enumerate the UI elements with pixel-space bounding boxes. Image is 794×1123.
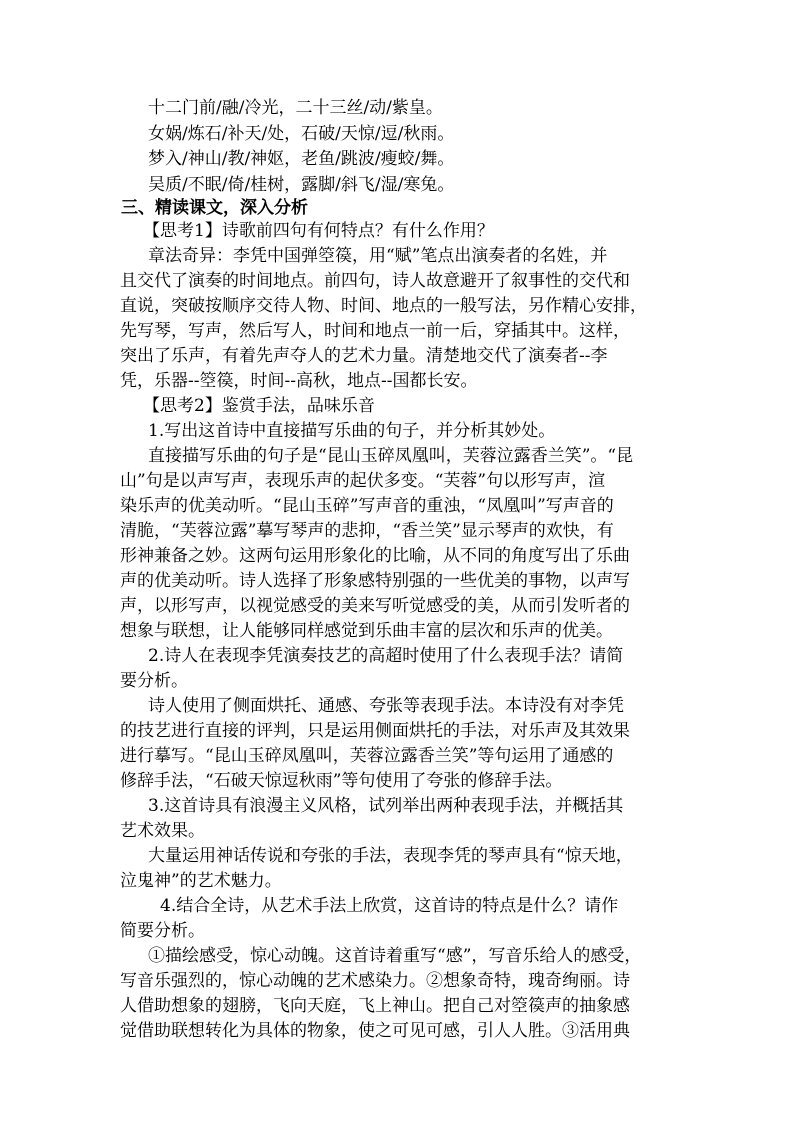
paragraph-line: 进行摹写。“昆山玉碎凤凰叫，芙蓉泣露香兰笑”等句运用了通感的 [120, 746, 614, 766]
paragraph-line: 章法奇异：李凭中国弹箜篌，用“赋”笔点出演奏者的名姓，并 [148, 246, 608, 266]
paragraph-line: 形神兼备之妙。这两句运用形象化的比喻，从不同的角度写出了乐曲 [120, 546, 630, 566]
paragraph-line: 凭，乐器--箜篌，时间--高秋，地点--国都长安。 [120, 371, 478, 391]
poem-line: 女娲/炼石/补天/处，石破/天惊/逗/秋雨。 [148, 124, 455, 144]
question-heading: 【思考2】鉴赏手法，品味乐音 [143, 396, 375, 416]
question-line: 要分析。 [120, 671, 188, 691]
paragraph-line: 染乐声的优美动听。“昆山玉碎”写声音的重浊，“凤凰叫”写声音的 [120, 496, 614, 516]
poem-line: 十二门前/融/冷光，二十三丝/动/紫皇。 [148, 98, 443, 118]
paragraph-line: 人借助想象的翅膀，飞向天庭，飞上神山。把自己对箜篌声的抽象感 [120, 996, 630, 1016]
paragraph-line: 的技艺进行直接的评判，只是运用侧面烘托的手法，对乐声及其效果 [120, 721, 630, 741]
question-line: 2.诗人在表现李凭演奏技艺的高超时使用了什么表现手法？请简 [148, 646, 624, 666]
paragraph-line: 直说，突破按顺序交待人物、时间、地点的一般写法，另作精心安排， [120, 296, 647, 316]
paragraph-line: 且交代了演奏的时间地点。前四句，诗人故意避开了叙事性的交代和 [120, 271, 630, 291]
question-line: 3.这首诗具有浪漫主义风格，试列举出两种表现手法，并概括其 [148, 796, 624, 816]
question-line: 艺术效果。 [120, 821, 205, 841]
paragraph-line: 先写琴，写声，然后写人，时间和地点一前一后，穿插其中。这样， [120, 321, 630, 341]
question-line: 1.写出这首诗中直接描写乐曲的句子，并分析其妙处。 [148, 421, 556, 441]
paragraph-line: 直接描写乐曲的句子是“昆山玉碎凤凰叫，芙蓉泣露香兰笑”。“昆 [148, 446, 634, 466]
paragraph-line: 诗人使用了侧面烘托、通感、夸张等表现手法。本诗没有对李凭 [148, 696, 624, 716]
section-heading: 三、精读课文，深入分析 [121, 198, 308, 218]
paragraph-line: 觉借助联想转化为具体的物象，使之可见可感，引人人胜。③活用典 [120, 1021, 630, 1041]
question-line: 简要分析。 [120, 921, 205, 941]
paragraph-line: 大量运用神话传说和夸张的手法，表现李凭的琴声具有“惊天地， [148, 846, 633, 866]
paragraph-line: 突出了乐声，有着先声夺人的艺术力量。清楚地交代了演奏者--李 [120, 346, 608, 366]
question-heading: 【思考1】诗歌前四句有何特点？有什么作用？ [143, 221, 494, 241]
paragraph-line: 声，以形写声，以视觉感受的美来写听觉感受的美，从而引发听者的 [120, 596, 630, 616]
paragraph-line: 想象与联想，让人能够同样感觉到乐曲丰富的层次和乐声的优美。 [120, 621, 613, 641]
paragraph-line: 泣鬼神”的艺术魅力。 [120, 871, 282, 891]
paragraph-line: 山”句是以声写声，表现乐声的起伏多变。“芙蓉”句以形写声，渲 [120, 471, 606, 491]
poem-line: 吴质/不眠/倚/桂树，露脚/斜飞/湿/寒兔。 [148, 175, 455, 195]
question-line: 4.结合全诗，从艺术手法上欣赏，这首诗的特点是什么？请作 [160, 896, 619, 916]
paragraph-line: 写音乐强烈的，惊心动魄的艺术感染力。②想象奇特，瑰奇绚丽。诗 [120, 971, 630, 991]
poem-line: 梦入/神山/教/神妪，老鱼/跳波/瘦蛟/舞。 [148, 149, 455, 169]
paragraph-line: 修辞手法，“石破天惊逗秋雨”等句使用了夸张的修辞手法。 [120, 771, 563, 791]
paragraph-line: 清脆，“芙蓉泣露”摹写琴声的悲抑，“香兰笑”显示琴声的欢快，有 [120, 521, 614, 541]
paragraph-line: 声的优美动听。诗人选择了形象感特别强的一些优美的事物，以声写 [120, 571, 630, 591]
paragraph-line: ①描绘感受，惊心动魄。这首诗着重写“感”，写音乐给人的感受， [148, 946, 642, 966]
